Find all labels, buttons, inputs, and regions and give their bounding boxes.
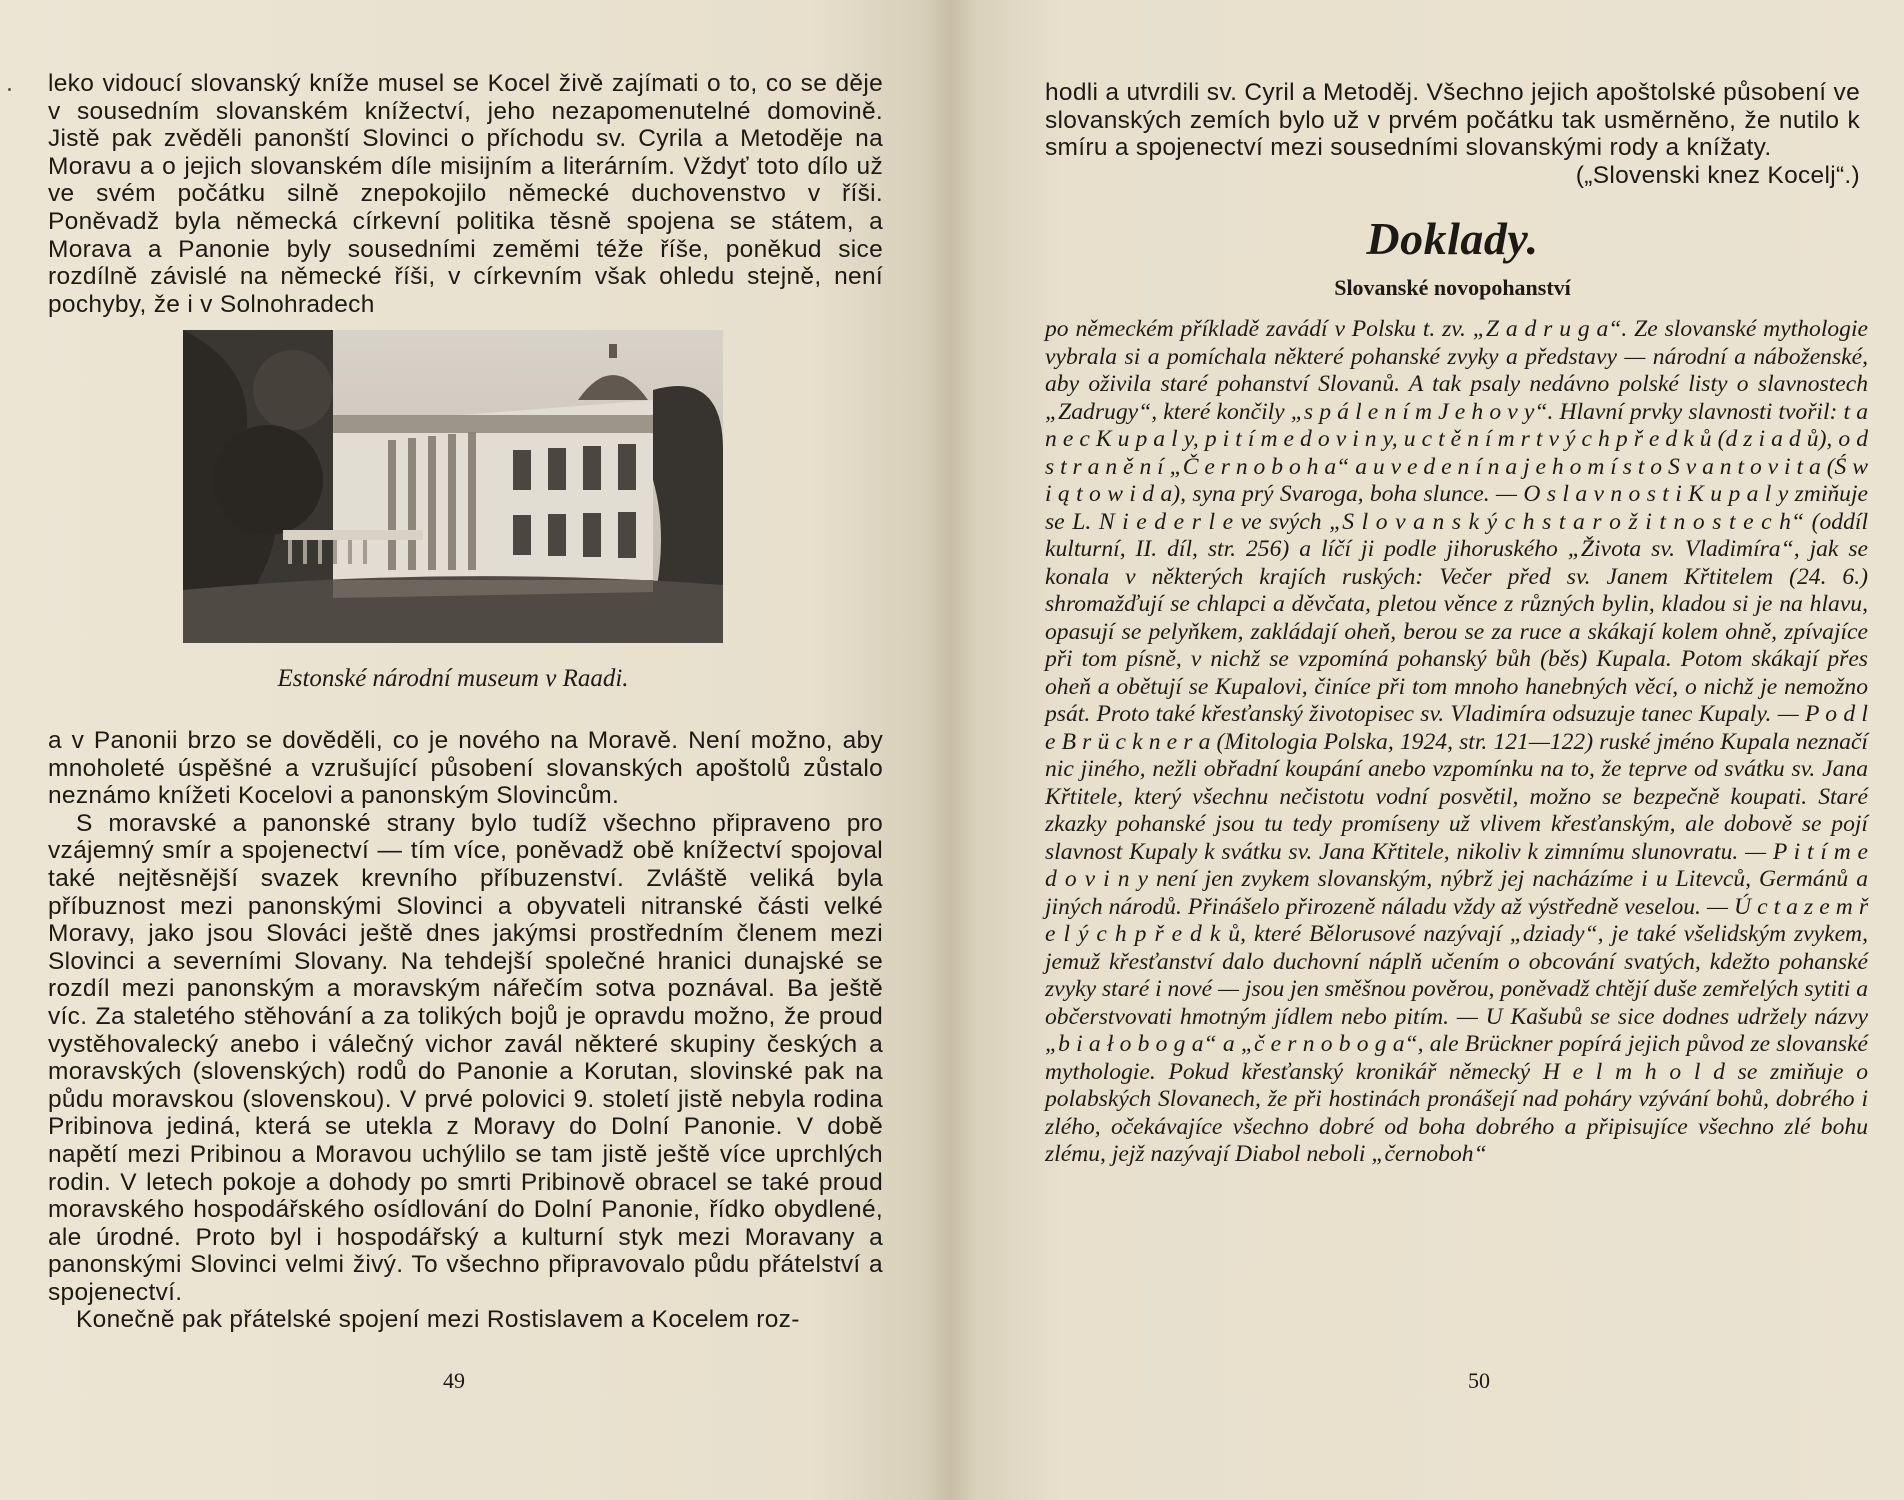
left-paragraph-2: S moravské a panonské strany bylo tudíž všechno připraveno pro vzájemný smír a spojenectví — tím více, poněvadž obě knížectví spojoval také nejtěsnější svazek krevního příbuzenství. Zvláště veliká byla příbuznost mezi panonskými Slovinci a obyvateli nitranské části velké Moravy, jako jsou Slováci ještě dnes jakýmsi prostředním členem mezi Slovinci a severními Slovany. Na tehdejší společné hranici dunajské se rozdíl mezi panonským a moravským nářečím sotva poznával. Ba ještě víc. Za staletého stěhování a za tolikých bojů je opravdu možno, že proud vystěhovalecký anebo i válečný vichor zavál některé skupiny českých a moravských (slovenských) rodů do Panonie a Korutan, slovinské pak na půdu moravskou (slovenskou). V prvé polovici 9. století jistě nebyla rodina Pribinova jediná, která se utekla z Moravy do Dolní Panonie. V době napětí mezi Pribinou a Moravou uchýlilo se tam jistě ještě více uprchlých rodin. V letech pokoje a dohody po smrti Pribinově obracel se také proud moravského hospodářského osídlování do Dolní Panonie, řídko obydlené, ale úrodné. Proto byl i hospodářský a kulturní styk mezi Moravany a panonskými Slovinci velmi živý. To všechno připravovalo půdu přátelství a spojenectví. [48, 809, 883, 1306]
photo-caption: Estonské národní museum v Raadi. [277, 665, 629, 692]
museum-photo-image [183, 330, 723, 643]
section-heading: Doklady. [1366, 213, 1539, 264]
museum-photo [183, 330, 723, 643]
right-intro-text [1045, 79, 1860, 189]
left-paragraph-3: Konečně pak přátelské spojení mezi Rostislavem a Kocelem roz- [76, 1306, 800, 1334]
right-body-paragraph: po německém příkladě zavádí v Polsku t. zv. „Z a d r u g a“. Ze slovanské mythologie vybrala si a pomíchala některé pohanské zvyky a představy — národní a náboženské, aby oživila staré pohanství Slovanů. A tak psaly nedávno polské listy o slavnostech „Zadrugy“, které končily „s p á l e n í m J e h o v y“. Hlavní prvky slavnosti tvořil: t a n e c K u p a l y, p i t í m e d o v i n y, u c t ě n í m r t v ý c h p ř e d k ů (d z i a d ů), o d s t r a n ě n í „Č e r n o b o h a“ a u v e d e n í n a j e h o m í s t o S v a n t o v i t a (Ś w i ą t o w i d a), syna prý Svaroga, boha slunce. — O s l a v n o s t i K u p a l y zmiňuje se L. N i e d e r l e ve svých „S l o v a n s k ý c h s t a r o ž i t n o s t e c h“ (oddíl kulturní, II. díl, str. 256) a líčí ji podle jihoruského „Života sv. Vladimíra“, jak se konala v některých krajích ruských: Večer před sv. Janem Křtitelem (24. 6.) shromažďují se chlapci a děvčata, pletou věnce z různých bylin, kladou si je na hlavu, opasují se pelyňkem, zakládají oheň, berou se za ruce a skákají kolem ohně, zpívajíce při tom písně, v nichž se vzpomíná pohanský bůh (běs) Kupala. Potom skákají přes oheň a obětují se Kupalovi, činíce při tom mnoho hanebných věcí, o nichž je nemožno psát. Proto také křesťanský životopisec sv. Vladimíra odsuzuje tanec Kupaly. — P o d l e B r ü c k n e r a (Mitologia Polska, 1924, str. 121—122) ruské jméno Kupala neznačí nic jiného, nežli obřadní koupání anebo vzpomínku na to, že teprve od svátku sv. Jana Křtitele, který všechnu nečistotu vodní posvětil, možno se bezpečně koupati. Staré zkazky pohanské jsou tu tedy promíseny už vlivem křesťanským, ale dobově se pojí slavnost Kupaly k svátku sv. Jana Křtitele, nikoliv k zimnímu slunovratu. — P i t í m e d o v i n y není jen zvykem slovanským, nýbrž jej nacházíme i u Litevců, Germánů a jiných národů. Přinášelo přirozeně náladu vždy až výstředně veselou. — Ú c t a z e m ř e l ý c h p ř e d k ů, které Bělorusové nazývají „dziady“, je také všelidským zvykem, jemuž křesťanství dalo duchovní náplň učením o obcování svatých, kdežto pohanské zvyky staré i nové — jsou jen směšnou pověrou, poněvadž chtějí duše zemřelých sytiti a občerstvovati hmotným jídlem nebo pitím. — U Kašubů se sice dodnes udržely názvy „b i a ł o b o g a“ a „č e r n o b o g a“, ale Brückner popírá jejich původ ze slovanské mythologie. Pokud křesťanský kronikář německý H e l m h o l d se zmiňuje o polabských Slovanech, že při hostinách pronášejí nad poháry vzývání bohů, dobrého i zlého, očekávajíce všechno dobré od boha dobrého a připisujíce všechno zlé bohu zlému, jejž nazývají Diabol neboli „černoboh“ [1045, 316, 1868, 1167]
intro-source: („Slovenski knez Kocelj“.) [1575, 161, 1860, 189]
right-intro-paragraph [1045, 79, 1860, 189]
section-subheading: Slovanské novopohanství [1334, 275, 1571, 300]
ink-speck [8, 88, 11, 91]
left-top-text [48, 70, 883, 318]
left-paragraph-top: leko vidoucí slovanský kníže musel se Kocel živě zajímati o to, co se děje v sousedním slovanském knížectví, jeho nezapomenutelné domovině. Jistě pak zvěděli panonští Slovinci o příchodu sv. Cyrila a Metoděje na Moravu a o jejich slovanském díle misijním a literárním. Vždyť toto dílo už ve svém počátku silně znepokojilo německé duchovenstvo v říši. Poněvadž byla německá církevní politika těsně spojena se státem, a Morava a Panonie byly sousedními zeměmi téže říše, poněkud sice rozdílně závislé na německé říši, v církevním však ohledu stejně, není pochyby, že i v Solnohradech [48, 70, 883, 318]
intro-text: hodli a utvrdili sv. Cyril a Metoděj. Všechno jejich apoštolské působení ve slovanských zemích bylo už v prvém počátku tak usměrněno, že nutilo k smíru a spojenectví mezi sousedními slovanskými rody a knížaty. [1045, 79, 1860, 162]
right-body-text [1045, 316, 1868, 1169]
left-page [0, 0, 950, 1500]
page-number-right: 50 [1468, 1368, 1490, 1393]
right-page [950, 0, 1904, 1500]
page-number-left: 49 [443, 1368, 465, 1393]
left-paragraph-1: a v Panonii brzo se dověděli, co je nového na Moravě. Není možno, aby mnoholeté úspěšné a vzrušující působení slovanských apoštolů zůstalo neznámo knížeti Kocelovi a panonským Slovincům. [48, 727, 883, 810]
left-bottom-text [48, 727, 883, 1334]
